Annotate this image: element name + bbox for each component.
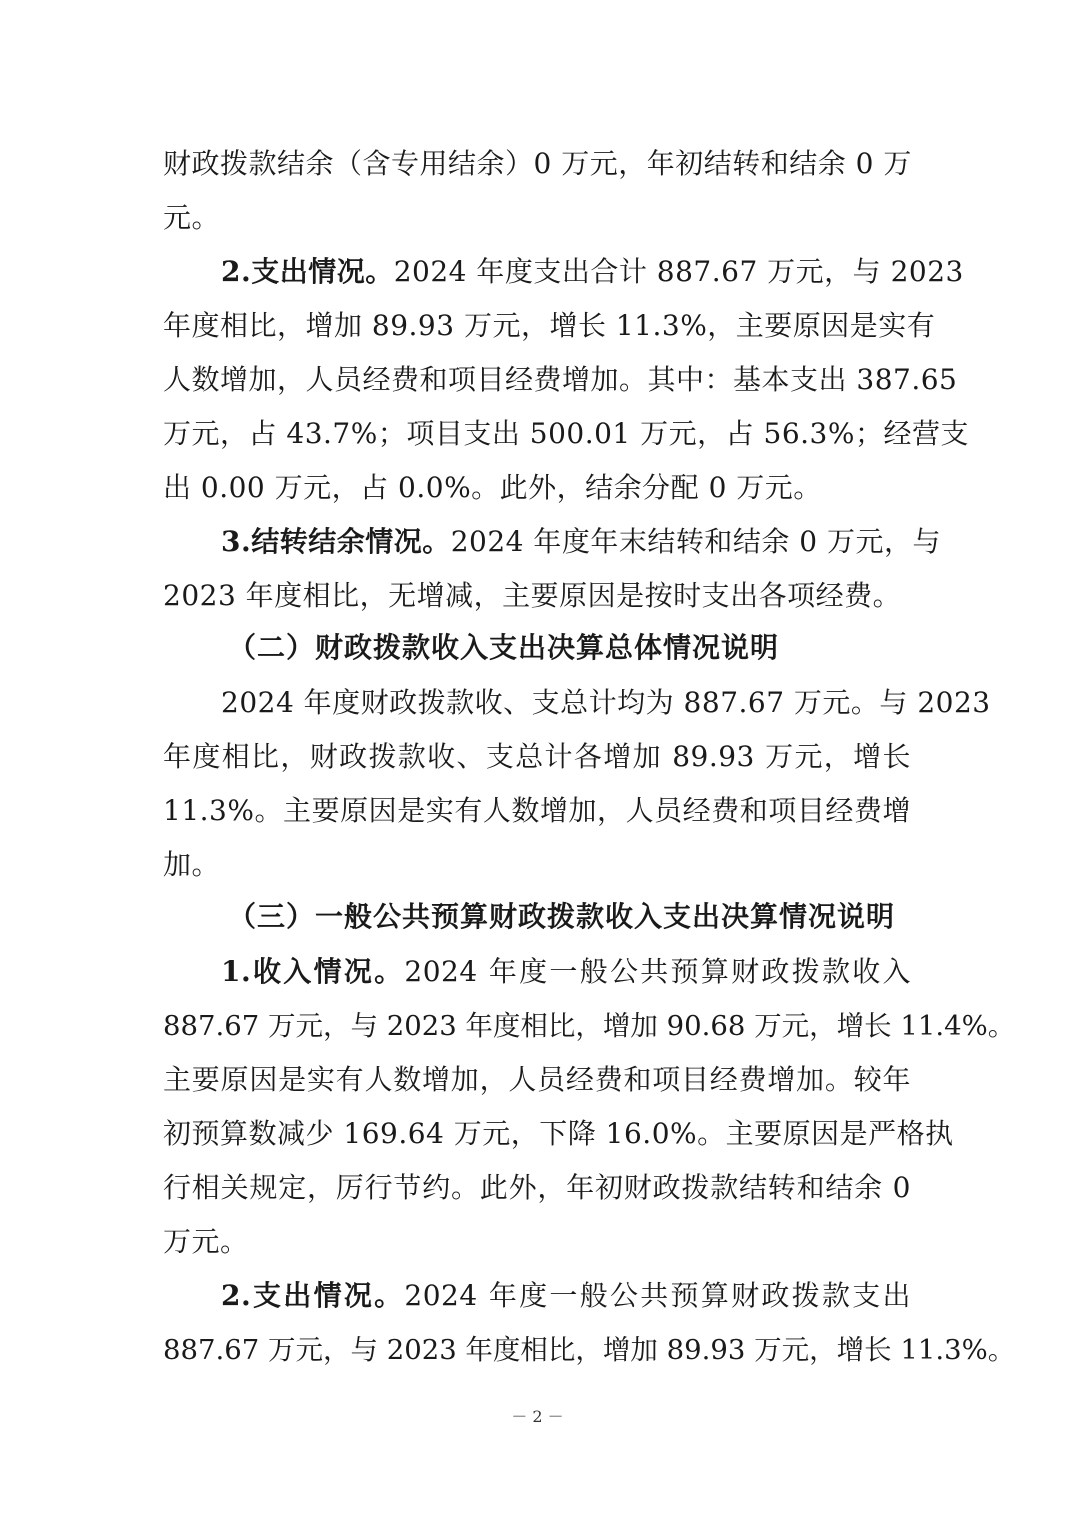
paragraph-line: 人数增加，人员经费和项目经费增加。其中：基本支出 387.65 <box>163 363 958 396</box>
paragraph-line: 元。 <box>163 201 221 234</box>
subheading: 1.收入情况。 <box>221 955 405 988</box>
subheading: 2.支出情况。 <box>221 1279 405 1312</box>
paragraph-line: 2.支出情况。2024 年度支出合计 887.67 万元，与 2023 <box>221 255 964 288</box>
paragraph-line: 万元，占 43.7%；项目支出 500.01 万元，占 56.3%；经营支 <box>163 417 969 450</box>
paragraph-line: 2024 年度财政拨款收、支总计均为 887.67 万元。与 2023 <box>221 686 991 719</box>
paragraph-line: 887.67 万元，与 2023 年度相比，增加 89.93 万元，增长 11.3%。 <box>163 1334 1016 1366</box>
paragraph-line: 加。 <box>163 848 221 881</box>
subheading: 3.结转结余情况。 <box>221 525 451 558</box>
paragraph-line: 主要原因是实有人数增加，人员经费和项目经费增加。较年 <box>163 1063 911 1096</box>
paragraph-line: 年度相比，增加 89.93 万元，增长 11.3%，主要原因是实有 <box>163 309 936 342</box>
paragraph-line: 财政拨款结余（含专用结余）0 万元，年初结转和结余 0 万 <box>163 147 912 180</box>
page-number: － 2 － <box>511 1407 564 1426</box>
paragraph-line: 887.67 万元，与 2023 年度相比，增加 90.68 万元，增长 11.4%。 <box>163 1010 1016 1042</box>
section-heading: （二）财政拨款收入支出决算总体情况说明 <box>228 631 780 664</box>
paragraph-line: 初预算数减少 169.64 万元，下降 16.0%。主要原因是严格执 <box>163 1117 954 1150</box>
paragraph-line: 出 0.00 万元，占 0.0%。此外，结余分配 0 万元。 <box>163 471 822 504</box>
paragraph-line: 3.结转结余情况。2024 年度年末结转和结余 0 万元，与 <box>221 525 942 558</box>
paragraph-line: 年度相比，财政拨款收、支总计各增加 89.93 万元，增长 <box>163 740 911 773</box>
paragraph-line: 11.3%。主要原因是实有人数增加，人员经费和项目经费增 <box>163 794 911 827</box>
subheading: 2.支出情况。 <box>221 255 394 288</box>
paragraph-line: 1.收入情况。2024 年度一般公共预算财政拨款收入 <box>221 955 911 988</box>
section-heading: （三）一般公共预算财政拨款收入支出决算情况说明 <box>228 900 896 933</box>
paragraph-line: 行相关规定，厉行节约。此外，年初财政拨款结转和结余 0 <box>163 1171 911 1204</box>
paragraph-line: 2.支出情况。2024 年度一般公共预算财政拨款支出 <box>221 1279 911 1312</box>
paragraph-line: 万元。 <box>163 1225 249 1258</box>
paragraph-line: 2023 年度相比，无增减，主要原因是按时支出各项经费。 <box>163 579 902 612</box>
